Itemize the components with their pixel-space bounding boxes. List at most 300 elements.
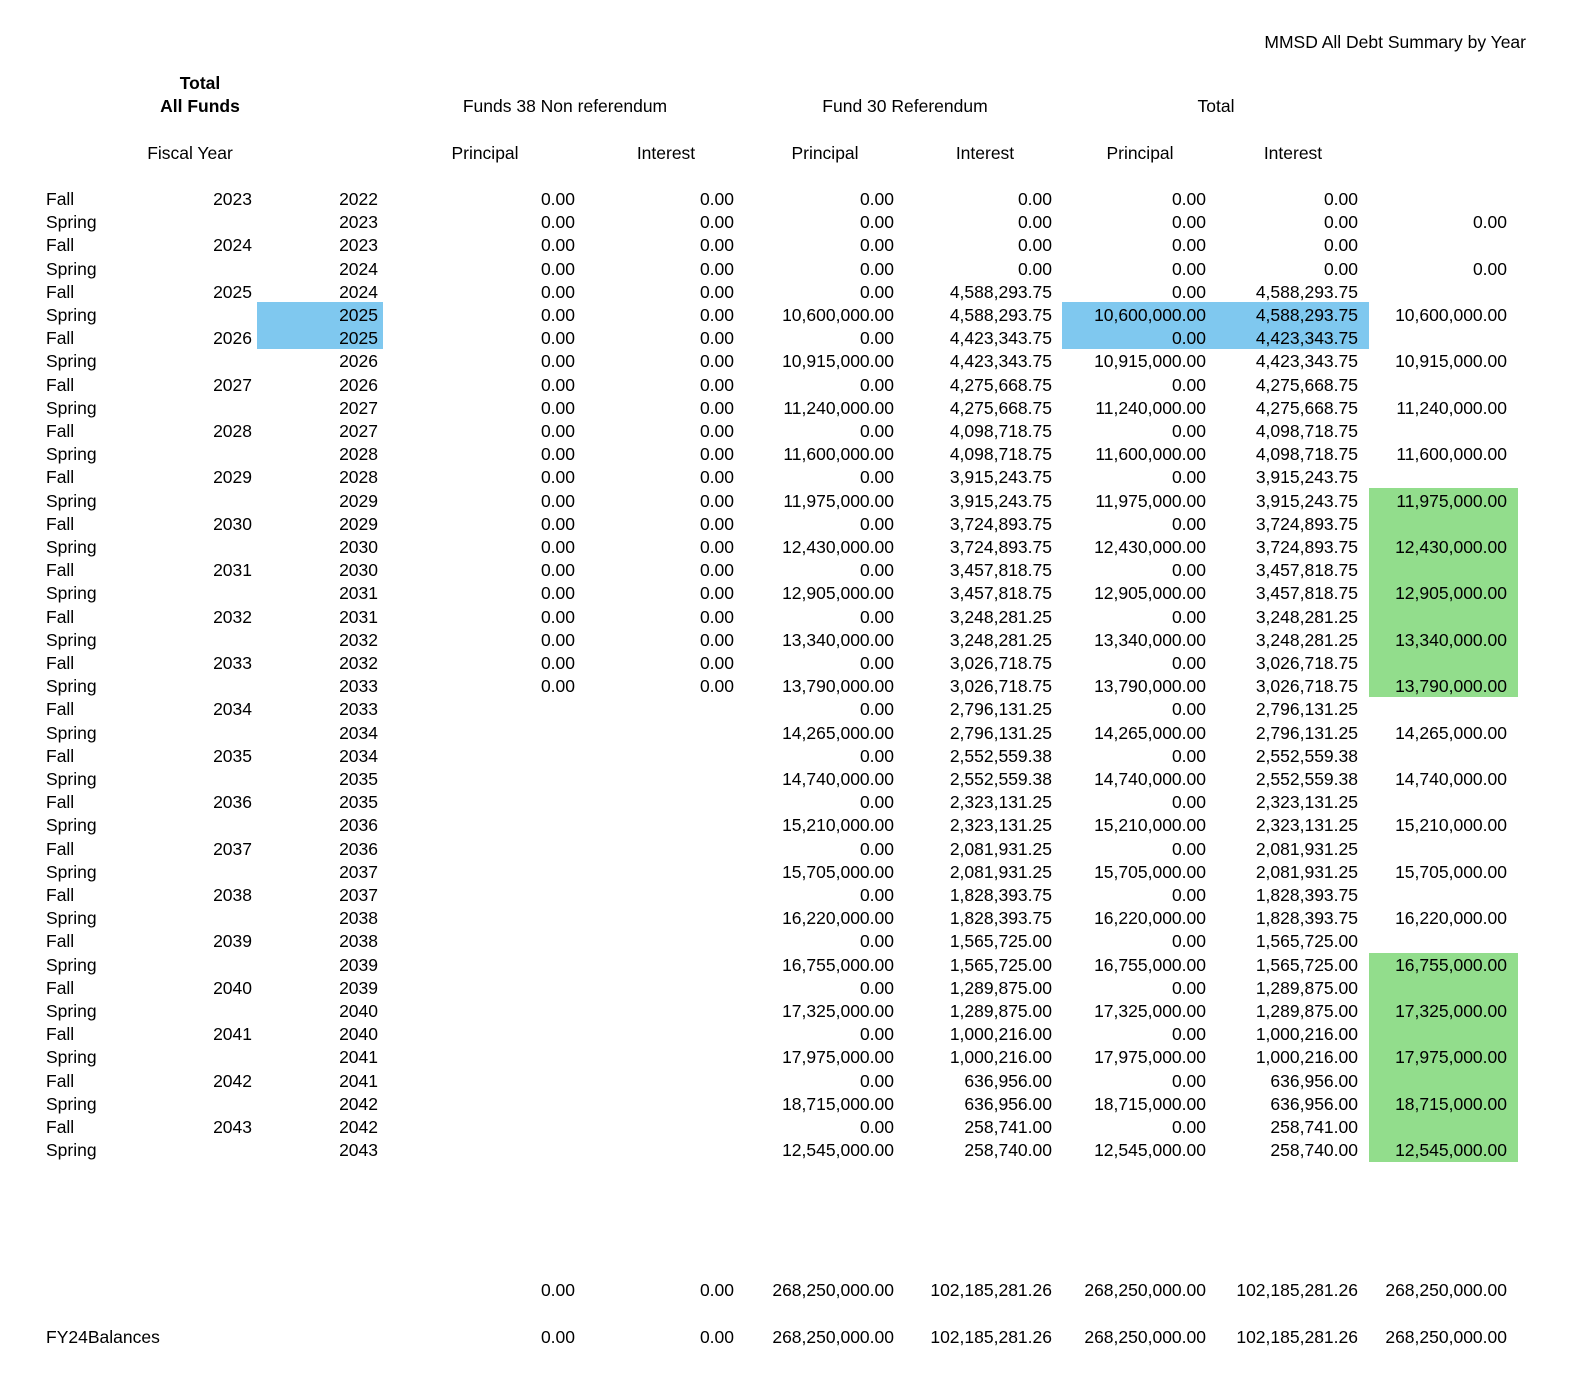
row-fiscal-year: 2039 [213, 931, 252, 951]
row-year: 2038 [339, 931, 378, 951]
row-f38-principal [455, 1070, 575, 1093]
row-total-interest: 258,740.00 [1270, 1140, 1358, 1160]
row-total-all [1357, 606, 1507, 629]
totals-total-principal: 268,250,000.00 [1084, 1280, 1206, 1300]
row-year: 2024 [339, 282, 378, 302]
row-total-interest: 2,796,131.25 [1255, 723, 1358, 743]
row-total-principal: 13,790,000.00 [1094, 676, 1206, 696]
row-f38-interest [614, 838, 734, 861]
row-f30-principal: 0.00 [859, 839, 894, 859]
row-f30-principal: 0.00 [859, 931, 894, 951]
header-total-all-funds-line2: All Funds [160, 96, 240, 116]
row-total-principal: 0.00 [1171, 212, 1206, 232]
row-f30-interest: 3,026,718.75 [949, 676, 1052, 696]
row-fiscal-year [172, 536, 252, 559]
row-f38-principal: 0.00 [540, 676, 575, 696]
row-f38-principal: 0.00 [540, 282, 575, 302]
row-f30-principal: 0.00 [859, 189, 894, 209]
row-f38-interest [614, 1023, 734, 1046]
row-fiscal-year [172, 582, 252, 605]
row-f30-principal: 0.00 [859, 792, 894, 812]
row-f38-interest [614, 1070, 734, 1093]
row-total-all [1357, 745, 1507, 768]
row-f30-interest: 4,275,668.75 [949, 398, 1052, 418]
row-f38-interest [614, 954, 734, 977]
row-f38-interest: 0.00 [699, 398, 734, 418]
row-fiscal-year [172, 675, 252, 698]
row-f30-principal: 11,240,000.00 [783, 398, 894, 418]
row-f30-principal: 15,705,000.00 [782, 862, 894, 882]
row-season: Spring [46, 1001, 97, 1021]
row-f30-principal: 16,755,000.00 [782, 955, 894, 975]
row-f38-interest: 0.00 [699, 560, 734, 580]
row-f30-interest: 1,565,725.00 [949, 931, 1052, 951]
row-fiscal-year: 2036 [213, 792, 252, 812]
row-year: 2034 [339, 746, 378, 766]
row-total-interest: 3,248,281.25 [1255, 630, 1358, 650]
row-season: Spring [46, 444, 97, 464]
row-f38-interest [614, 1000, 734, 1023]
row-total-interest: 1,289,875.00 [1255, 1001, 1358, 1021]
row-total-all [1357, 1023, 1507, 1046]
row-f30-interest: 2,323,131.25 [949, 815, 1052, 835]
row-f30-interest: 0.00 [1017, 189, 1052, 209]
row-f38-principal: 0.00 [540, 630, 575, 650]
row-f30-principal: 15,210,000.00 [782, 815, 894, 835]
row-total-interest: 1,828,393.75 [1255, 885, 1358, 905]
row-f30-interest: 4,423,343.75 [949, 328, 1052, 348]
row-f38-interest [614, 907, 734, 930]
row-total-all [1357, 698, 1507, 721]
balances-f30-principal: 268,250,000.00 [772, 1327, 894, 1347]
row-f38-principal: 0.00 [540, 653, 575, 673]
row-total-all: 11,975,000.00 [1396, 491, 1507, 511]
row-f38-interest: 0.00 [699, 537, 734, 557]
row-total-interest: 3,457,818.75 [1255, 560, 1358, 580]
row-season: Spring [46, 769, 97, 789]
row-season: Fall [46, 421, 75, 441]
row-total-all [1357, 838, 1507, 861]
row-season: Fall [46, 282, 75, 302]
row-f30-principal: 17,325,000.00 [782, 1001, 894, 1021]
row-f38-interest: 0.00 [699, 259, 734, 279]
row-total-principal: 13,340,000.00 [1094, 630, 1206, 650]
row-year: 2025 [339, 305, 378, 325]
row-total-all: 13,340,000.00 [1395, 630, 1507, 650]
row-f30-principal: 0.00 [859, 421, 894, 441]
row-total-interest: 4,423,343.75 [1255, 328, 1358, 348]
row-total-principal: 0.00 [1171, 282, 1206, 302]
row-total-interest: 2,081,931.25 [1255, 862, 1358, 882]
row-f30-principal: 12,905,000.00 [782, 583, 894, 603]
row-f30-interest: 3,457,818.75 [949, 560, 1052, 580]
row-f30-principal: 0.00 [859, 514, 894, 534]
row-f30-principal: 0.00 [859, 1024, 894, 1044]
row-total-interest: 4,588,293.75 [1255, 305, 1358, 325]
row-f38-principal: 0.00 [540, 375, 575, 395]
row-total-principal: 11,600,000.00 [1095, 444, 1206, 464]
row-f30-interest: 4,275,668.75 [949, 375, 1052, 395]
row-total-interest: 0.00 [1323, 189, 1358, 209]
row-f38-interest [614, 1046, 734, 1069]
row-f30-principal: 0.00 [859, 235, 894, 255]
row-total-principal: 0.00 [1171, 421, 1206, 441]
row-total-principal: 11,975,000.00 [1095, 491, 1206, 511]
row-f30-interest: 3,724,893.75 [949, 537, 1052, 557]
row-season: Spring [46, 630, 97, 650]
row-total-principal: 0.00 [1171, 514, 1206, 534]
row-year: 2033 [339, 699, 378, 719]
row-year: 2030 [339, 537, 378, 557]
row-season: Spring [46, 955, 97, 975]
row-f38-interest [614, 884, 734, 907]
row-total-interest: 0.00 [1323, 235, 1358, 255]
row-year: 2022 [339, 189, 378, 209]
row-year: 2030 [339, 560, 378, 580]
row-fiscal-year: 2035 [213, 746, 252, 766]
balances-f38-interest: 0.00 [699, 1327, 734, 1347]
row-year: 2027 [339, 421, 378, 441]
row-total-all: 14,265,000.00 [1395, 723, 1507, 743]
row-year: 2035 [339, 792, 378, 812]
row-season: Fall [46, 514, 75, 534]
row-total-principal: 0.00 [1171, 699, 1206, 719]
report-title: MMSD All Debt Summary by Year [1264, 32, 1526, 52]
row-year: 2036 [339, 815, 378, 835]
row-total-principal: 0.00 [1171, 1117, 1206, 1137]
row-total-principal: 17,975,000.00 [1094, 1047, 1206, 1067]
row-total-interest: 2,323,131.25 [1255, 815, 1358, 835]
row-f38-principal [455, 954, 575, 977]
row-f30-interest: 4,423,343.75 [949, 351, 1052, 371]
row-fiscal-year [172, 490, 252, 513]
row-year: 2024 [339, 259, 378, 279]
row-total-principal: 0.00 [1171, 885, 1206, 905]
row-f38-principal [455, 722, 575, 745]
row-f38-principal: 0.00 [540, 305, 575, 325]
row-total-all: 16,220,000.00 [1395, 908, 1507, 928]
row-f38-principal [455, 1023, 575, 1046]
row-f38-principal [455, 930, 575, 953]
row-total-all [1357, 420, 1507, 443]
row-total-all: 12,545,000.00 [1395, 1140, 1507, 1160]
row-total-principal: 10,915,000.00 [1094, 351, 1206, 371]
row-year: 2040 [339, 1001, 378, 1021]
row-total-principal: 0.00 [1171, 839, 1206, 859]
row-total-principal: 12,430,000.00 [1094, 537, 1206, 557]
row-total-principal: 14,740,000.00 [1094, 769, 1206, 789]
row-f38-principal: 0.00 [540, 444, 575, 464]
row-season: Fall [46, 607, 75, 627]
row-f30-interest: 3,915,243.75 [949, 467, 1052, 487]
row-fiscal-year: 2028 [213, 421, 252, 441]
row-f38-interest [614, 745, 734, 768]
row-total-interest: 1,565,725.00 [1255, 931, 1358, 951]
row-f30-principal: 17,975,000.00 [782, 1047, 894, 1067]
row-total-principal: 16,220,000.00 [1094, 908, 1206, 928]
header-fund30: Fund 30 Referendum [822, 96, 988, 116]
row-f38-principal: 0.00 [540, 607, 575, 627]
balances-f38-principal: 0.00 [540, 1327, 575, 1347]
row-f30-principal: 0.00 [859, 699, 894, 719]
row-f38-interest: 0.00 [699, 467, 734, 487]
row-total-all [1357, 930, 1507, 953]
header-fiscal-year: Fiscal Year [147, 143, 233, 163]
row-fiscal-year [172, 211, 252, 234]
header-interest-f30: Interest [955, 143, 1015, 163]
row-f30-interest: 0.00 [1017, 212, 1052, 232]
header-principal-total: Principal [1106, 143, 1174, 163]
row-f38-principal [455, 745, 575, 768]
row-f30-interest: 1,000,216.00 [949, 1047, 1052, 1067]
row-f38-interest: 0.00 [699, 282, 734, 302]
row-season: Spring [46, 1047, 97, 1067]
row-season: Spring [46, 676, 97, 696]
row-fiscal-year [172, 722, 252, 745]
row-year: 2023 [339, 212, 378, 232]
row-season: Spring [46, 723, 97, 743]
row-total-principal: 0.00 [1171, 792, 1206, 812]
row-year: 2029 [339, 514, 378, 534]
header-interest-total: Interest [1263, 143, 1323, 163]
row-fiscal-year: 2033 [213, 653, 252, 673]
row-f38-principal [455, 884, 575, 907]
row-fiscal-year: 2030 [213, 514, 252, 534]
row-f38-interest: 0.00 [699, 607, 734, 627]
row-total-interest: 1,828,393.75 [1255, 908, 1358, 928]
row-fiscal-year [172, 768, 252, 791]
row-fiscal-year: 2043 [213, 1117, 252, 1137]
row-f38-principal [455, 1139, 575, 1162]
row-season: Spring [46, 351, 97, 371]
row-f38-interest: 0.00 [699, 212, 734, 232]
row-total-interest: 1,000,216.00 [1255, 1047, 1358, 1067]
row-f38-principal: 0.00 [540, 583, 575, 603]
row-f38-interest: 0.00 [699, 491, 734, 511]
row-season: Spring [46, 491, 97, 511]
row-f30-principal: 0.00 [859, 212, 894, 232]
row-f30-interest: 2,323,131.25 [949, 792, 1052, 812]
row-f38-principal [455, 814, 575, 837]
row-fiscal-year: 2034 [213, 699, 252, 719]
row-fiscal-year: 2027 [213, 375, 252, 395]
row-f30-principal: 0.00 [859, 282, 894, 302]
row-f30-interest: 4,588,293.75 [949, 282, 1052, 302]
row-f30-interest: 4,098,718.75 [949, 421, 1052, 441]
row-f30-principal: 18,715,000.00 [782, 1094, 894, 1114]
row-year: 2036 [339, 839, 378, 859]
row-f38-interest [614, 1116, 734, 1139]
row-total-all [1357, 791, 1507, 814]
row-f30-interest: 3,248,281.25 [949, 607, 1052, 627]
row-f38-principal: 0.00 [540, 259, 575, 279]
row-total-all [1357, 466, 1507, 489]
row-season: Fall [46, 235, 75, 255]
row-year: 2031 [339, 583, 378, 603]
row-fiscal-year [172, 954, 252, 977]
row-total-interest: 2,796,131.25 [1255, 699, 1358, 719]
row-total-principal: 0.00 [1171, 653, 1206, 673]
row-f30-principal: 0.00 [859, 1117, 894, 1137]
row-year: 2042 [339, 1117, 378, 1137]
row-season: Fall [46, 839, 75, 859]
row-f30-principal: 14,740,000.00 [782, 769, 894, 789]
row-total-interest: 258,741.00 [1270, 1117, 1358, 1137]
row-f30-principal: 0.00 [859, 328, 894, 348]
row-f38-interest: 0.00 [699, 351, 734, 371]
row-total-principal: 0.00 [1171, 467, 1206, 487]
row-total-all: 12,905,000.00 [1395, 583, 1507, 603]
row-f30-interest: 1,289,875.00 [949, 978, 1052, 998]
row-f30-interest: 636,956.00 [964, 1094, 1052, 1114]
row-f38-principal: 0.00 [540, 491, 575, 511]
balances-total-all: 268,250,000.00 [1385, 1327, 1507, 1347]
row-fiscal-year: 2041 [213, 1024, 252, 1044]
row-f38-principal [455, 791, 575, 814]
row-f38-principal: 0.00 [540, 514, 575, 534]
row-f38-interest [614, 930, 734, 953]
row-f30-interest: 258,741.00 [964, 1117, 1052, 1137]
row-f38-principal [455, 698, 575, 721]
row-season: Fall [46, 653, 75, 673]
row-total-all [1357, 977, 1507, 1000]
row-total-all: 15,210,000.00 [1395, 815, 1507, 835]
header-total: Total [1197, 96, 1235, 116]
row-f38-interest [614, 814, 734, 837]
row-total-all: 0.00 [1472, 212, 1507, 232]
row-f30-interest: 258,740.00 [964, 1140, 1052, 1160]
row-f30-interest: 2,552,559.38 [949, 746, 1052, 766]
row-f30-principal: 0.00 [859, 653, 894, 673]
row-f38-interest: 0.00 [699, 676, 734, 696]
row-year: 2031 [339, 607, 378, 627]
row-total-all: 16,755,000.00 [1395, 955, 1507, 975]
row-total-interest: 3,915,243.75 [1255, 491, 1358, 511]
row-season: Spring [46, 212, 97, 232]
row-year: 2032 [339, 630, 378, 650]
row-total-principal: 0.00 [1171, 978, 1206, 998]
row-f30-principal: 0.00 [859, 885, 894, 905]
row-total-all [1357, 1116, 1507, 1139]
row-total-principal: 0.00 [1171, 607, 1206, 627]
row-fiscal-year [172, 907, 252, 930]
row-f30-principal: 10,600,000.00 [782, 305, 894, 325]
row-f38-principal: 0.00 [540, 235, 575, 255]
row-season: Fall [46, 699, 75, 719]
row-total-principal: 12,545,000.00 [1094, 1140, 1206, 1160]
row-f38-principal: 0.00 [540, 189, 575, 209]
row-f38-interest: 0.00 [699, 189, 734, 209]
row-total-principal: 11,240,000.00 [1095, 398, 1206, 418]
row-total-all [1357, 234, 1507, 257]
row-total-interest: 1,565,725.00 [1255, 955, 1358, 975]
balances-total-principal: 268,250,000.00 [1084, 1327, 1206, 1347]
row-f30-interest: 1,000,216.00 [949, 1024, 1052, 1044]
row-year: 2035 [339, 769, 378, 789]
totals-total-interest: 102,185,281.26 [1236, 1280, 1358, 1300]
row-total-interest: 3,026,718.75 [1255, 653, 1358, 673]
row-total-all: 12,430,000.00 [1395, 537, 1507, 557]
row-f38-interest: 0.00 [699, 444, 734, 464]
row-year: 2028 [339, 467, 378, 487]
row-total-interest: 3,026,718.75 [1255, 676, 1358, 696]
row-total-all [1357, 281, 1507, 304]
row-f30-interest: 3,457,818.75 [949, 583, 1052, 603]
row-season: Fall [46, 792, 75, 812]
row-f38-interest: 0.00 [699, 653, 734, 673]
row-fiscal-year: 2023 [213, 189, 252, 209]
row-f38-interest: 0.00 [699, 583, 734, 603]
row-total-principal: 0.00 [1171, 375, 1206, 395]
row-season: Spring [46, 583, 97, 603]
row-year: 2033 [339, 676, 378, 696]
row-total-interest: 4,098,718.75 [1255, 421, 1358, 441]
row-year: 2023 [339, 235, 378, 255]
row-f30-interest: 636,956.00 [964, 1071, 1052, 1091]
row-f38-interest: 0.00 [699, 514, 734, 534]
row-total-principal: 18,715,000.00 [1094, 1094, 1206, 1114]
row-f38-principal: 0.00 [540, 398, 575, 418]
row-f30-principal: 11,600,000.00 [783, 444, 894, 464]
row-year: 2037 [339, 862, 378, 882]
row-total-all [1357, 513, 1507, 536]
row-f30-interest: 1,828,393.75 [949, 908, 1052, 928]
row-total-interest: 2,323,131.25 [1255, 792, 1358, 812]
row-year: 2040 [339, 1024, 378, 1044]
row-year: 2039 [339, 978, 378, 998]
row-total-interest: 3,457,818.75 [1255, 583, 1358, 603]
row-fiscal-year: 2026 [213, 328, 252, 348]
row-total-all: 17,325,000.00 [1395, 1001, 1507, 1021]
row-total-all: 13,790,000.00 [1395, 676, 1507, 696]
row-total-interest: 636,956.00 [1270, 1071, 1358, 1091]
row-year: 2041 [339, 1071, 378, 1091]
row-f38-interest: 0.00 [699, 375, 734, 395]
row-fiscal-year [172, 629, 252, 652]
row-total-principal: 0.00 [1171, 235, 1206, 255]
row-f38-interest [614, 1093, 734, 1116]
row-total-all: 0.00 [1472, 259, 1507, 279]
row-fiscal-year: 2025 [213, 282, 252, 302]
row-total-interest: 4,423,343.75 [1255, 351, 1358, 371]
row-f30-principal: 10,915,000.00 [782, 351, 894, 371]
totals-f38-interest: 0.00 [699, 1280, 734, 1300]
row-f30-interest: 1,289,875.00 [949, 1001, 1052, 1021]
row-total-interest: 4,275,668.75 [1255, 398, 1358, 418]
row-fiscal-year [172, 350, 252, 373]
row-year: 2027 [339, 398, 378, 418]
row-fiscal-year [172, 1093, 252, 1116]
row-f30-interest: 2,081,931.25 [949, 862, 1052, 882]
row-total-all: 15,705,000.00 [1395, 862, 1507, 882]
row-f38-principal [455, 977, 575, 1000]
row-total-all [1357, 327, 1507, 350]
row-season: Spring [46, 1140, 97, 1160]
row-total-principal: 0.00 [1171, 1024, 1206, 1044]
row-fiscal-year [172, 258, 252, 281]
row-f38-principal [455, 1046, 575, 1069]
row-year: 2025 [339, 328, 378, 348]
row-season: Spring [46, 1094, 97, 1114]
row-f30-principal: 0.00 [859, 607, 894, 627]
row-f38-interest: 0.00 [699, 421, 734, 441]
row-total-all: 10,915,000.00 [1395, 351, 1507, 371]
row-total-interest: 3,248,281.25 [1255, 607, 1358, 627]
row-total-interest: 0.00 [1323, 259, 1358, 279]
row-f30-interest: 3,026,718.75 [949, 653, 1052, 673]
row-f38-interest: 0.00 [699, 235, 734, 255]
row-total-principal: 16,755,000.00 [1094, 955, 1206, 975]
